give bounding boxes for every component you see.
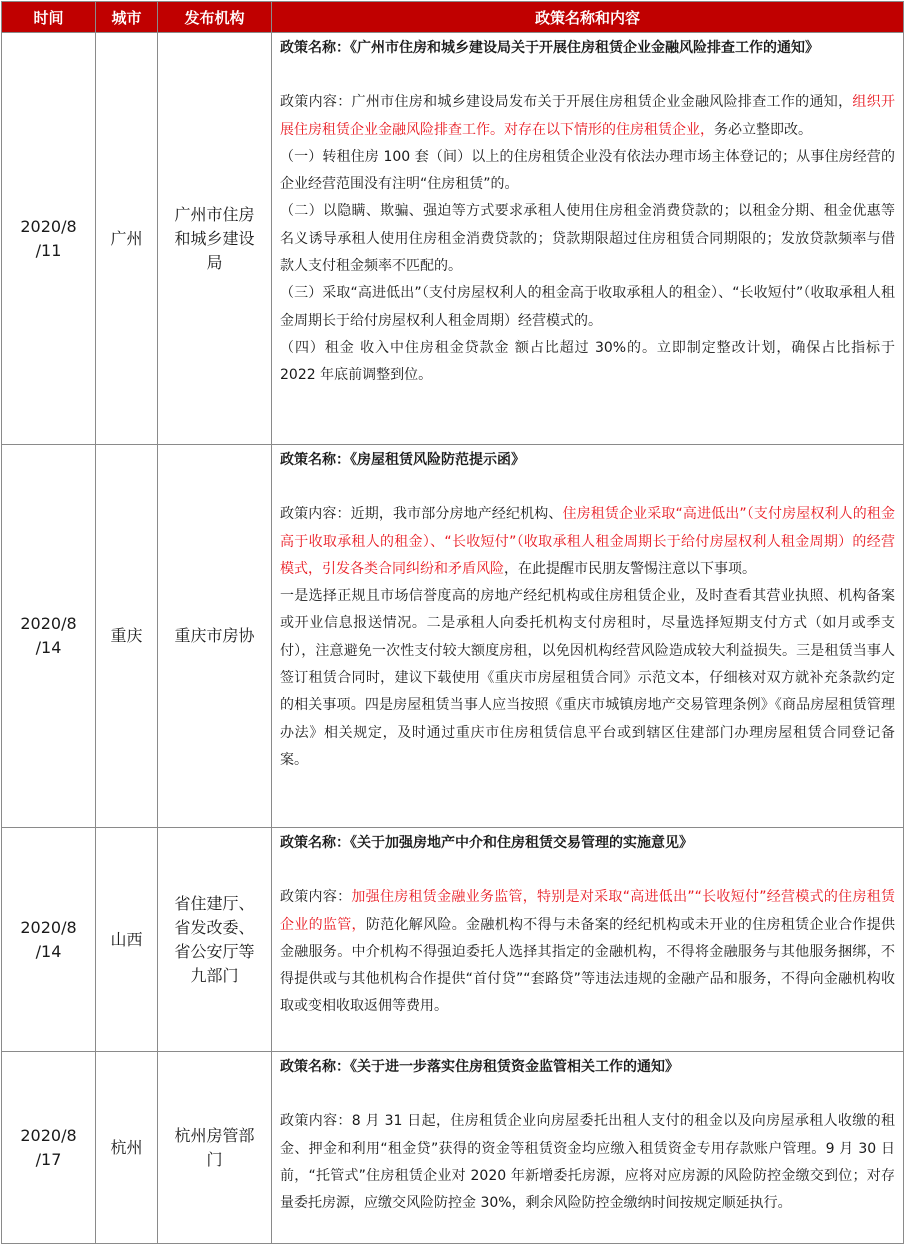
highlighted-text: 组织开展住房租赁企业金融风险排查工作。对存在以下情形的住房租赁企业， — [280, 94, 896, 138]
header-date: 时间 — [2, 2, 96, 33]
org-cell: 省住建厅、 省发改委、 省公安厅等 九部门 — [158, 828, 272, 1052]
table-row — [2, 828, 904, 1052]
policy-content: 政策内容：广州市住房和城乡建设局发布关于开展住房租赁企业金融风险排查工作的通知，组织开展住房租赁企业金融风险排查工作。对存在以下情形的住房租赁企业，务必立整即改。 — [280, 94, 896, 138]
policy-item: （二）以隐瞒、欺骗、强迫等方式要求承租人使用住房租金消费贷款的；以租金分期、租金优惠等名义诱导承租人使用住房租金消费贷款的；贷款期限超过住房租赁合同期限的；发放贷款频率与借款人支付租金频率不匹配的。 — [280, 203, 895, 275]
city-cell: 重庆 — [96, 445, 158, 828]
policy-content: 政策内容：近期，我市部分房地产经纪机构、住房租赁企业采取“高进低出”（支付房屋权利人的租金高于收取承租人的租金）、“长收短付”（收取承租人租金周期长于给付房屋权利人租金周期）的经营模式，引发各类合同纠纷和矛盾风险，在此提醒市民朋友警惕注意以下事项。 — [280, 506, 895, 577]
date-cell: 2020/8 /17 — [2, 1052, 96, 1244]
policy-content: 政策内容：加强住房租赁金融业务监管，特别是对采取“高进低出”“长收短付”经营模式的住房租赁企业的监管，防范化解风险。金融机构不得与未备案的经纪机构或未开业的住房租赁企业合作提供金融服务。中介机构不得强迫委托人选择其指定的金融机构，不得将金融服务与其他服务捆绑，不得提供或与其他机构合作提供“首付贷”“套路贷”等违法违规的金融产品和服务，不得向金融机构收取或变相收取返佣等费用。 — [280, 889, 896, 1015]
policy-name: 政策名称：《关于加强房地产中介和住房租赁交易管理的实施意见》 — [280, 835, 693, 851]
content-cell — [272, 828, 904, 1052]
date-cell: 2020/8 /11 — [2, 33, 96, 445]
table-row — [2, 33, 904, 445]
city-cell: 山西 — [96, 828, 158, 1052]
content-cell — [272, 33, 904, 445]
header-content: 政策名称和内容 — [272, 2, 904, 33]
policy-content: 政策内容：8 月 31 日起，住房租赁企业向房屋委托出租人支付的租金以及向房屋承租人收缴的租金、押金和利用“租金贷”获得的资金等租赁资金均应缴入租赁资金专用存款账户管理。9 月 30 日前，“托管式”住房租赁企业对 2020 年新增委托房源，应将对应房源的风险防控金缴交到位；对存量委托房源，应缴交风险防控金 30%，剩余风险防控金缴纳时间按规定顺延执行。 — [280, 1113, 895, 1212]
policy-table — [1, 1, 904, 1244]
header-city: 城市 — [96, 2, 158, 33]
content-cell — [272, 1052, 904, 1244]
org-cell: 重庆市房协 — [158, 445, 272, 828]
header-org: 发布机构 — [158, 2, 272, 33]
policy-item: （三）采取“高进低出”（支付房屋权利人的租金高于收取承租人的租金）、“长收短付”（收取承租人租金周期长于给付房屋权利人租金周期）经营模式的。 — [280, 285, 895, 329]
date-cell: 2020/8 /14 — [2, 828, 96, 1052]
policy-item: （一）转租住房 100 套（间）以上的住房租赁企业没有依法办理市场主体登记的；从事住房经营的企业经营范围没有注明“住房租赁”的。 — [280, 148, 895, 193]
policy-item: 一是选择正规且市场信誉度高的房地产经纪机构或住房租赁企业，及时查看其营业执照、机构备案或开业信息报送情况。二是承租人向委托机构支付房租时，尽量选择短期支付方式（如月或季支付），注意避免一次性支付较大额度房租，以免因机构经营风险造成较大利益损失。三是租赁当事人签订租赁合同时，建议下载使用《重庆市房屋租赁合同》示范文本，仔细核对双方就补充条款约定的相关事项。四是房屋租赁当事人应当按照《重庆市城镇房地产交易管理条例》《商品房屋租赁管理办法》相关规定，及时通过重庆市住房租赁信息平台或到辖区住建部门办理房屋租赁合同登记备案。 — [280, 588, 895, 768]
highlighted-text: 住房租赁企业采取“高进低出”（支付房屋权利人的租金高于收取承租人的租金）、“长收短付”（收取承租人租金周期长于给付房屋权利人租金周期）的经营模式，引发各类合同纠纷和矛盾风险 — [280, 506, 895, 577]
content-cell — [272, 445, 904, 828]
org-cell: 杭州房管部 门 — [158, 1052, 272, 1244]
date-cell: 2020/8 /14 — [2, 445, 96, 828]
policy-name: 政策名称：《关于进一步落实住房租赁资金监管相关工作的通知》 — [280, 1059, 679, 1075]
policy-name: 政策名称：《房屋租赁风险防范提示函》 — [280, 452, 525, 468]
city-cell: 广州 — [96, 33, 158, 445]
org-cell: 广州市住房 和城乡建设 局 — [158, 33, 272, 445]
policy-item: （四）租金 收入中住房租金贷款金 额占比超过 30%的。立即制定整改计划，确保占比指标于 2022 年底前调整到位。 — [280, 339, 895, 384]
table-row — [2, 1052, 904, 1244]
table-row — [2, 445, 904, 828]
city-cell: 杭州 — [96, 1052, 158, 1244]
highlighted-text: 加强住房租赁金融业务监管，特别是对采取“高进低出”“长收短付”经营模式的住房租赁企业的监管， — [280, 889, 896, 933]
policy-name: 政策名称：《广州市住房和城乡建设局关于开展住房租赁企业金融风险排查工作的通知》 — [280, 40, 819, 56]
table-header-row — [2, 2, 904, 33]
